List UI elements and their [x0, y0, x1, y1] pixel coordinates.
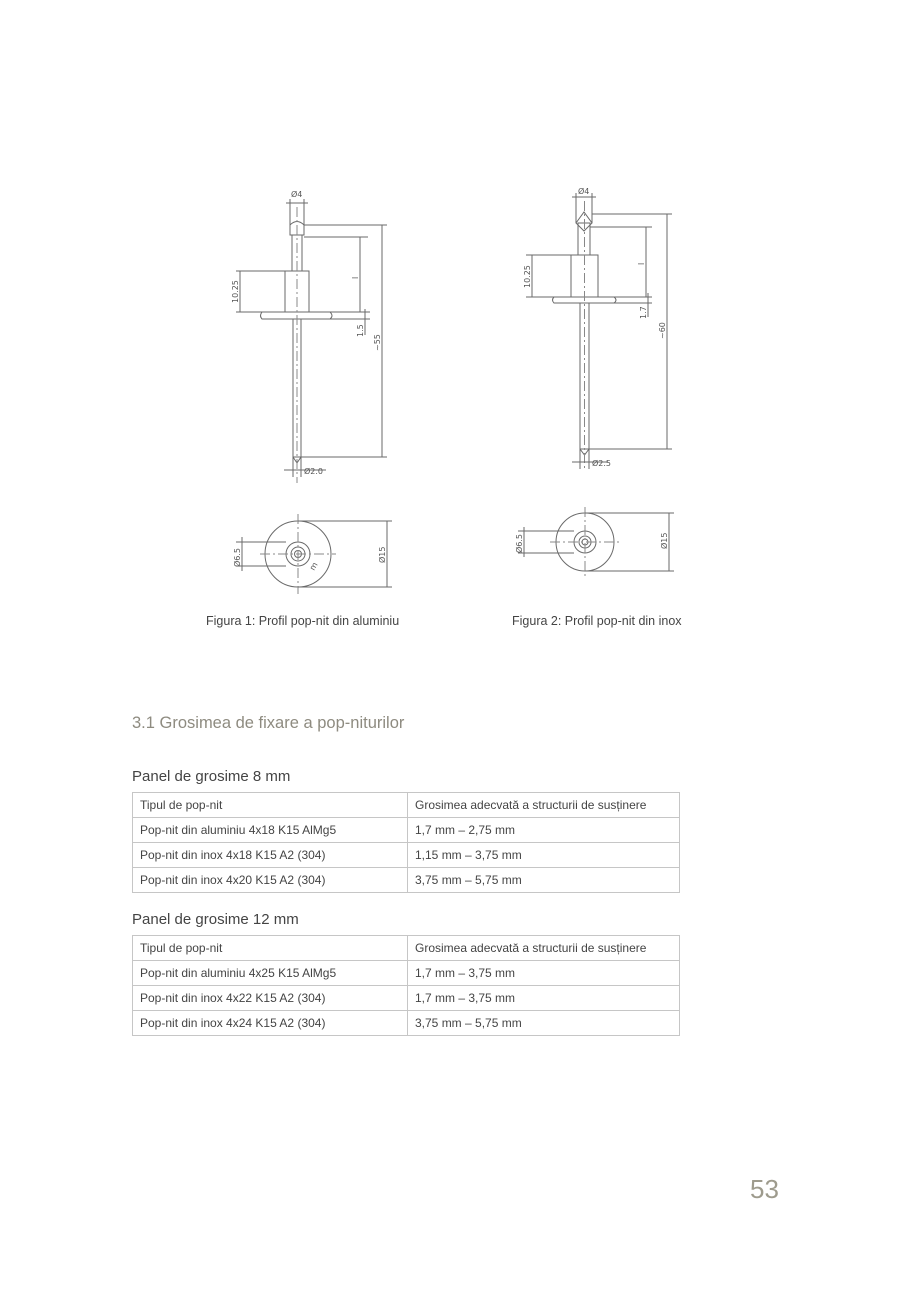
dim-outer: Ø15: [378, 546, 387, 563]
thickness-cell: 1,7 mm – 3,75 mm: [408, 986, 680, 1011]
dim-body-length: 10.25: [231, 280, 240, 303]
header-cell: Tipul de pop-nit: [133, 936, 408, 961]
table-row: [133, 961, 680, 986]
rivet-type-cell: Pop-nit din aluminiu 4x18 K15 AlMg5: [133, 818, 408, 843]
table-row: [133, 868, 680, 893]
thickness-cell: 1,7 mm – 2,75 mm: [408, 818, 680, 843]
thickness-cell: 1,15 mm – 3,75 mm: [408, 843, 680, 868]
dim-outer: Ø15: [660, 532, 669, 549]
dim-head-dia: Ø4: [291, 190, 303, 199]
rivet-type-cell: Pop-nit din inox 4x20 K15 A2 (304): [133, 868, 408, 893]
thickness-cell: 3,75 mm – 5,75 mm: [408, 1011, 680, 1036]
rivet-type-cell: Pop-nit din inox 4x18 K15 A2 (304): [133, 843, 408, 868]
dim-mark: m: [307, 560, 320, 572]
table-8mm: [132, 792, 680, 893]
table-row: [133, 986, 680, 1011]
rivet-type-cell: Pop-nit din aluminiu 4x25 K15 AlMg5: [133, 961, 408, 986]
dim-hole: Ø6.5: [515, 533, 524, 553]
rivet-type-cell: Pop-nit din inox 4x24 K15 A2 (304): [133, 1011, 408, 1036]
dim-flange: 1.7: [639, 306, 648, 319]
dim-mandrel-dia: Ø2.5: [592, 459, 612, 468]
header-cell: Tipul de pop-nit: [133, 793, 408, 818]
dim-total: ~55: [373, 334, 382, 351]
table-1-title: Panel de grosime 8 mm: [132, 768, 291, 785]
table-header-row: [133, 936, 680, 961]
table-2-title: Panel de grosime 12 mm: [132, 911, 299, 928]
table-12mm: [132, 935, 680, 1036]
dim-mandrel-dia: Ø2.0: [304, 467, 324, 476]
dim-l: l: [637, 262, 646, 265]
rivet-type-cell: Pop-nit din inox 4x22 K15 A2 (304): [133, 986, 408, 1011]
thickness-cell: 1,7 mm – 3,75 mm: [408, 961, 680, 986]
dim-flange: 1.5: [356, 324, 365, 337]
dim-head-dia: Ø4: [578, 187, 590, 196]
table-header-row: [133, 793, 680, 818]
table-row: [133, 843, 680, 868]
thickness-cell: 3,75 mm – 5,75 mm: [408, 868, 680, 893]
dim-hole: Ø6.5: [233, 547, 242, 567]
table-row: [133, 818, 680, 843]
dim-body-length: 10.25: [523, 265, 532, 288]
flange-shape: [261, 312, 333, 319]
figure-1-drawing: [222, 185, 402, 595]
dim-total: ~60: [658, 322, 667, 339]
page-number: 53: [750, 1174, 779, 1204]
header-cell: Grosimea adecvată a structurii de susținere: [408, 936, 680, 961]
figure-1-caption: Figura 1: Profil pop-nit din aluminiu: [206, 614, 400, 628]
table-row: [133, 1011, 680, 1036]
section-title: 3.1 Grosimea de fixare a pop-niturilor: [132, 714, 405, 732]
figure-2-drawing: [508, 183, 688, 593]
header-cell: Grosimea adecvată a structurii de susținere: [408, 793, 680, 818]
dim-l: l: [351, 276, 360, 279]
figure-2-caption: Figura 2: Profil pop-nit din inox: [512, 614, 682, 628]
